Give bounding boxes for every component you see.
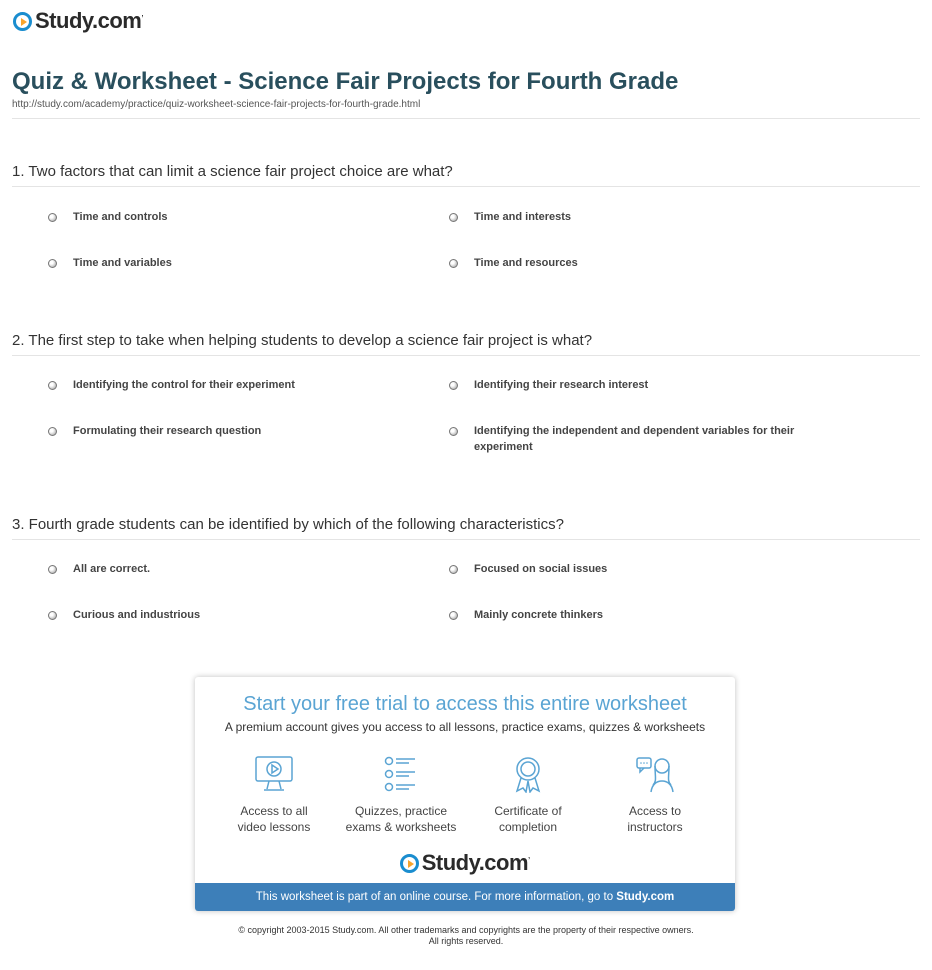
answer-option[interactable] — [48, 377, 295, 393]
radio-icon[interactable] — [449, 565, 458, 574]
logo-text: Study.com — [35, 8, 142, 33]
radio-icon[interactable] — [48, 259, 57, 268]
radio-icon[interactable] — [449, 381, 458, 390]
answer-label: Formulating their research question — [73, 425, 262, 437]
radio-icon[interactable] — [48, 611, 57, 620]
certificate-icon — [508, 755, 548, 793]
radio-icon[interactable] — [48, 565, 57, 574]
feature-line: Access to — [628, 804, 682, 818]
answer-label: Mainly concrete thinkers — [474, 609, 603, 621]
feature-video-lessons — [214, 755, 334, 835]
logo-trademark: ’ — [141, 14, 144, 25]
radio-icon[interactable] — [449, 213, 458, 222]
radio-icon[interactable] — [449, 259, 458, 268]
question-2: 2. The first step to take when helping students to develop a science fair project is what? — [12, 332, 593, 349]
radio-icon[interactable] — [48, 381, 57, 390]
logo-trademark: ’ — [528, 856, 531, 867]
logo-text: Study.com — [421, 850, 529, 875]
answer-option[interactable] — [48, 561, 150, 577]
page-url[interactable]: http://study.com/academy/practice/quiz-worksheet-science-fair-projects-for-fourth-grade.html — [12, 99, 421, 110]
feature-line: Certificate of — [494, 804, 562, 818]
answer-option[interactable] — [449, 255, 578, 271]
answer-option[interactable] — [449, 607, 603, 623]
free-trial-promo[interactable] — [195, 677, 735, 911]
feature-instructors — [595, 755, 715, 835]
answer-option[interactable] — [48, 209, 168, 225]
answer-label: Identifying the independent and dependent variables for their experiment — [474, 425, 795, 453]
logo-play-icon — [13, 12, 32, 31]
promo-info-bar — [195, 883, 735, 911]
divider — [12, 186, 920, 187]
answer-label: Identifying their research interest — [474, 379, 649, 391]
radio-icon[interactable] — [48, 213, 57, 222]
answer-label: Time and controls — [73, 211, 168, 223]
answer-label: Time and interests — [474, 211, 571, 223]
promo-study-logo[interactable] — [195, 850, 735, 876]
answer-option[interactable] — [48, 423, 261, 439]
radio-icon[interactable] — [449, 611, 458, 620]
answer-label: Curious and industrious — [73, 609, 201, 621]
answer-label: All are correct. — [73, 563, 151, 575]
answer-label: Focused on social issues — [474, 563, 608, 575]
promo-bar-text: This worksheet is part of an online course. For more information, go to — [255, 891, 617, 903]
answer-option[interactable] — [48, 255, 172, 271]
checklist-icon — [381, 755, 421, 793]
answer-option[interactable] — [449, 423, 829, 455]
copyright-line: All rights reserved. — [428, 936, 504, 946]
promo-title[interactable]: Start your free trial to access this entire worksheet — [243, 693, 687, 715]
instructor-icon — [635, 755, 675, 793]
feature-line: exams & worksheets — [345, 820, 457, 834]
answer-option[interactable] — [449, 209, 571, 225]
logo-play-icon — [400, 854, 419, 873]
feature-line: Quizzes, practice — [354, 804, 448, 818]
feature-line: Access to all — [240, 804, 308, 818]
feature-line: instructors — [627, 820, 683, 834]
answer-label: Identifying the control for their experiment — [73, 379, 295, 391]
answer-label: Time and variables — [73, 257, 172, 269]
divider — [12, 118, 920, 119]
question-1: 1. Two factors that can limit a science fair project choice are what? — [12, 163, 453, 180]
copyright-line: © copyright 2003-2015 Study.com. All other trademarks and copyrights are the property of their respective owners. — [238, 925, 694, 935]
feature-quizzes — [341, 755, 461, 835]
page-title: Quiz & Worksheet - Science Fair Projects for Fourth Grade — [12, 68, 679, 95]
promo-subtitle: A premium account gives you access to all lessons, practice exams, quizzes & worksheets — [224, 720, 706, 734]
divider — [12, 539, 920, 540]
answer-option[interactable] — [449, 377, 648, 393]
copyright — [0, 925, 932, 947]
video-lesson-icon — [254, 755, 294, 793]
answer-option[interactable] — [449, 561, 607, 577]
radio-icon[interactable] — [449, 427, 458, 436]
answer-label: Time and resources — [474, 257, 578, 269]
feature-line: video lessons — [237, 820, 311, 834]
divider — [12, 355, 920, 356]
question-3: 3. Fourth grade students can be identified by which of the following characteristics? — [12, 516, 564, 533]
feature-line: completion — [498, 820, 558, 834]
radio-icon[interactable] — [48, 427, 57, 436]
study-logo[interactable] — [13, 8, 144, 34]
feature-certificate — [468, 755, 588, 835]
promo-bar-link[interactable]: Study.com — [616, 891, 675, 903]
answer-option[interactable] — [48, 607, 200, 623]
